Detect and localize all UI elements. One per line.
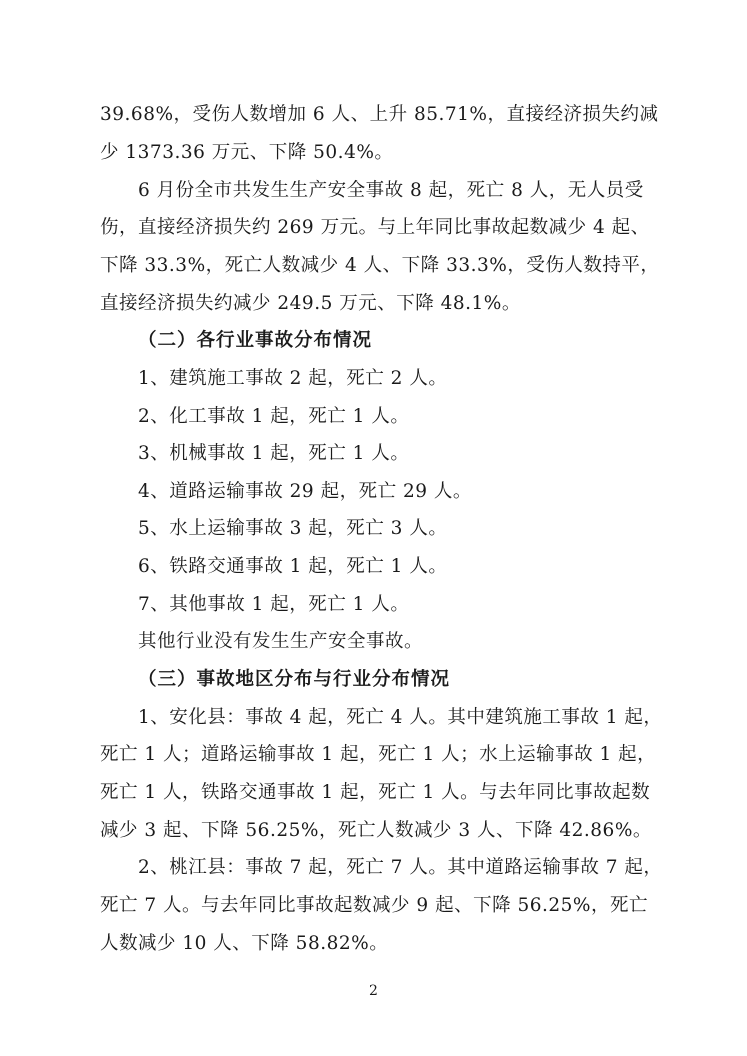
list-item: 4、道路运输事故 29 起，死亡 29 人。 (138, 481, 472, 502)
list-item: 6、铁路交通事故 1 起，死亡 1 人。 (138, 556, 448, 577)
text-line: 2、桃江县：事故 7 起，死亡 7 人。其中道路运输事故 7 起， (138, 857, 663, 878)
text-line: 下降 33.3%，死亡人数减少 4 人、下降 33.3%，受伤人数持平， (100, 255, 660, 276)
text-line: 6 月份全市共发生生产安全事故 8 起，死亡 8 人，无人员受 (138, 180, 644, 201)
text-line: 死亡 1 人；道路运输事故 1 起，死亡 1 人；水上运输事故 1 起， (100, 744, 657, 765)
text-line: 死亡 1 人，铁路交通事故 1 起，死亡 1 人。与去年同比事故起数 (100, 782, 651, 803)
text-line: 1、安化县：事故 4 起，死亡 4 人。其中建筑施工事故 1 起， (138, 707, 663, 728)
text-line: 死亡 7 人。与去年同比事故起数减少 9 起、下降 56.25%，死亡 (100, 895, 648, 916)
text-line: 39.68%，受伤人数增加 6 人、上升 85.71%，直接经济损失约减 (100, 104, 659, 125)
text-line: 减少 3 起、下降 56.25%，死亡人数减少 3 人、下降 42.86%。 (100, 820, 652, 841)
list-item: 5、水上运输事故 3 起，死亡 3 人。 (138, 518, 448, 539)
text-line: 直接经济损失约减少 249.5 万元、下降 48.1%。 (100, 293, 521, 314)
page-number: 2 (369, 983, 378, 999)
list-item: 7、其他事故 1 起，死亡 1 人。 (138, 594, 410, 615)
section-heading: （二）各行业事故分布情况 (138, 330, 373, 351)
section-heading: （三）事故地区分布与行业分布情况 (138, 669, 451, 690)
text-line: 伤，直接经济损失约 269 万元。与上年同比事故起数减少 4 起、 (100, 217, 650, 238)
text-line: 人数减少 10 人、下降 58.82%。 (100, 933, 389, 954)
list-item: 3、机械事故 1 起，死亡 1 人。 (138, 443, 410, 464)
text-line: 其他行业没有发生生产安全事故。 (138, 631, 424, 652)
list-item: 2、化工事故 1 起，死亡 1 人。 (138, 406, 410, 427)
list-item: 1、建筑施工事故 2 起，死亡 2 人。 (138, 368, 448, 389)
text-line: 少 1373.36 万元、下降 50.4%。 (100, 142, 394, 163)
